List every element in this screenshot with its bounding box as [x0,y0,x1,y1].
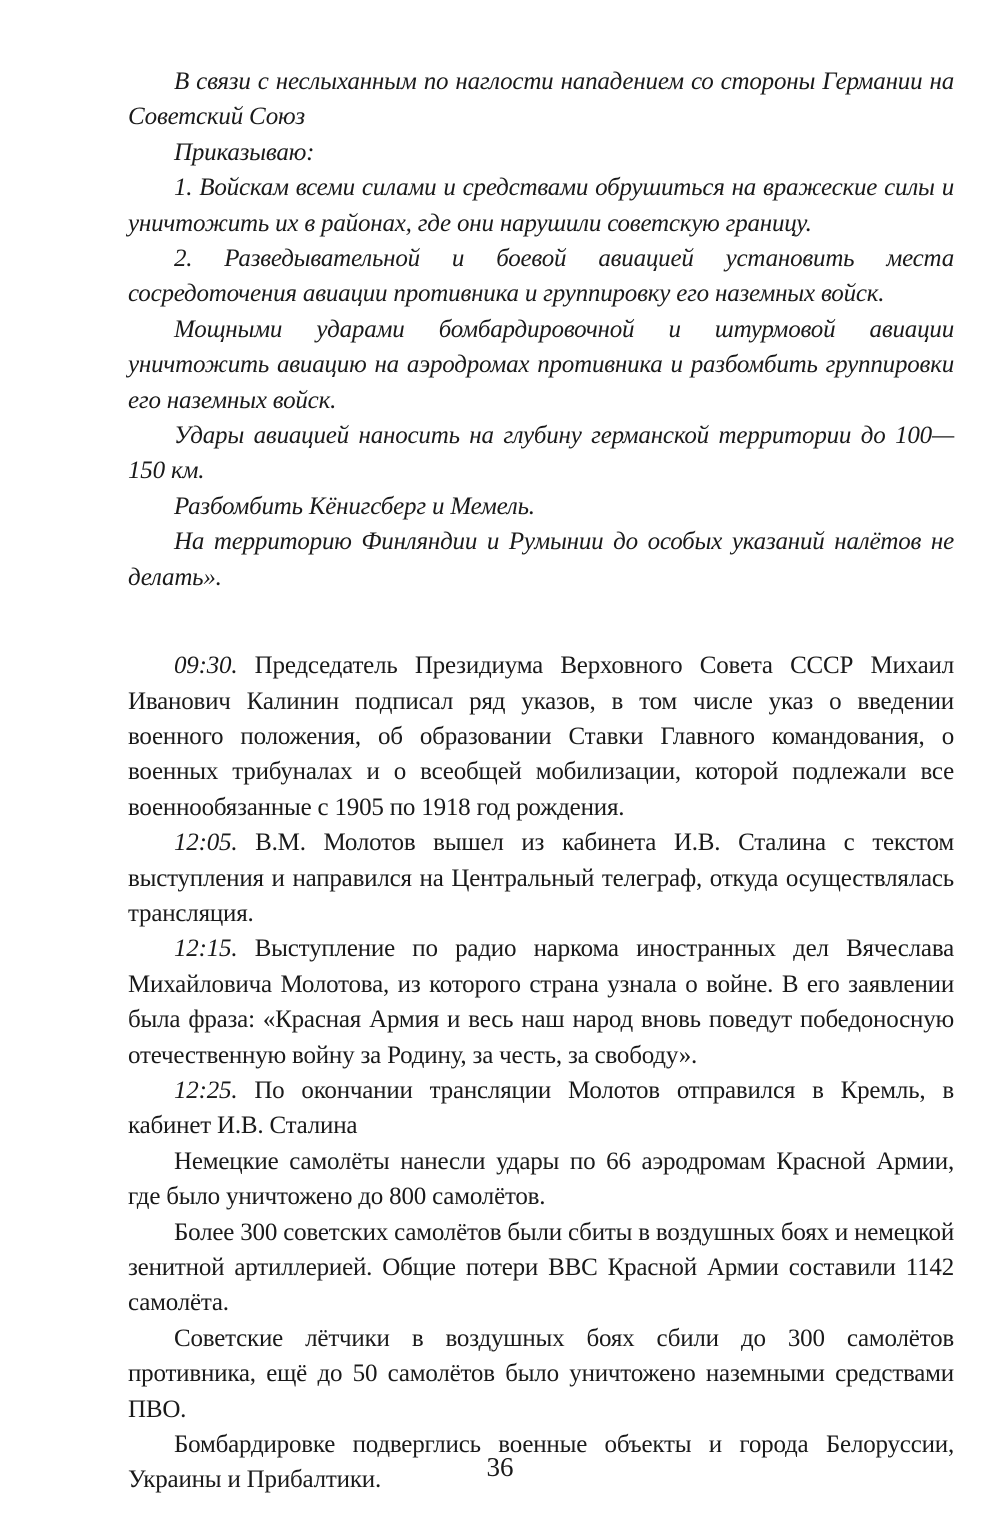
quoted-order [128,64,954,595]
quote-paragraph: 1. Войскам всеми силами и средствами обрушиться на вражеские силы и уничтожить их в районах, где они нарушили советскую границу. [128,174,954,237]
paragraph: Более 300 советских самолётов были сбиты в воздушных боях и немецкой зенитной артиллерией. Общие потери ВВС Красной Армии составили 1142 самолёта. [128,1218,955,1317]
entry-time: 12:25. [174,1076,238,1104]
section-gap [128,595,954,648]
entry-text: В.М. Молотов вышел из кабинета И.В. Сталина с текстом выступления и направился на Центральный телеграф, откуда осуществлялась трансляция. [128,829,954,927]
timeline [128,648,954,1144]
quote-paragraph: Приказываю: [174,138,315,166]
quote-paragraph: 2. Разведывательной и боевой авиацией установить места сосредоточения авиации противника и группировку его наземных войск. [128,245,954,308]
body-paragraphs [128,1144,954,1498]
page-body [128,64,954,1498]
paragraph: Немецкие самолёты нанесли удары по 66 аэродромам Красной Армии, где было уничтожено до 800 самолётов. [128,1147,954,1211]
quote-paragraph: Мощными ударами бомбардировочной и штурмовой авиации уничтожить авиацию на аэродромах противника и разбомбить группировки его наземных войск. [128,315,954,414]
timeline-entry [128,825,954,931]
entry-time: 12:15. [174,935,238,963]
timeline-entry [128,931,954,1073]
quote-paragraph: На территорию Финляндии и Румынии до особых указаний налётов не делать». [128,528,954,591]
timeline-entry [128,1073,954,1144]
entry-time: 09:30. [174,652,238,680]
page-number: 36 [486,1452,514,1482]
quote-paragraph: В связи с неслыханным по наглости нападением со стороны Германии на Советский Союз [128,68,954,131]
entry-text: По окончании трансляции Молотов отправился в Кремль, в кабинет И.В. Сталина [128,1076,954,1140]
entry-time: 12:05. [174,829,238,857]
entry-text: Председатель Президиума Верховного Совета СССР Михаил Иванович Калинин подписал ряд указов, в том числе указ о введении военного положения, об образовании Ставки Главного командования, о военных трибуналах и о всеобщей мобилизации, которой подлежали все военнообязанные с 1905 по 1918 год рождения. [128,652,954,821]
paragraph: Бомбардировке подверглись военные объекты и города Белоруссии, Украины и Прибалтики. [128,1431,954,1494]
timeline-entry [128,648,954,825]
entry-text: Выступление по радио наркома иностранных дел Вячеслава Михайловича Молотова, из которого страна узнала о войне. В его заявлении была фраза: «Красная Армия и весь наш народ вновь поведут победоносную отечественную войну за Родину, за честь, за свободу». [128,935,954,1069]
quote-paragraph: Удары авиацией наносить на глубину германской территории до 100—150 км. [128,422,954,485]
quote-paragraph: Разбомбить Кёнигсберг и Мемель. [174,492,535,520]
paragraph: Советские лётчики в воздушных боях сбили до 300 самолётов противника, ещё до 50 самолётов было уничтожено наземными средствами ПВО. [128,1324,954,1423]
